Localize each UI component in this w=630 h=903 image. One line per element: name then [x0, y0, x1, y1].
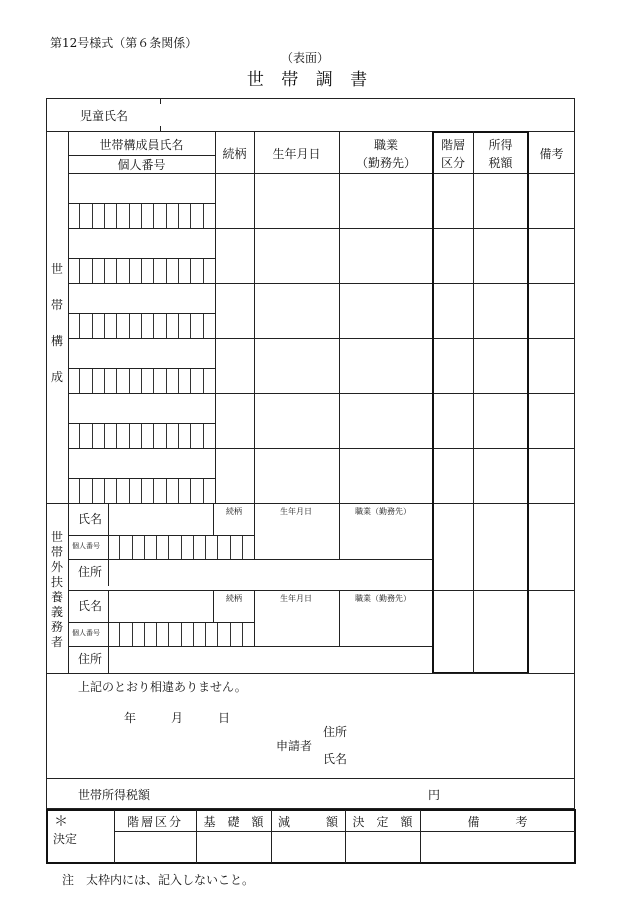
personal-number-digits[interactable] [68, 479, 215, 503]
external-name-label: 氏名 [78, 599, 103, 613]
external-name-field[interactable] [110, 593, 212, 619]
member-name-field[interactable] [70, 340, 213, 366]
decision-tier: 階層区分 [126, 815, 183, 829]
personal-number-digits[interactable] [68, 314, 215, 338]
external-number-label: 個人番号 [72, 542, 100, 550]
external-number-label: 個人番号 [72, 629, 100, 637]
member-name-field[interactable] [70, 230, 213, 256]
decision-reduction: 減 額 [277, 815, 338, 829]
col-notes: 備考 [539, 147, 564, 161]
yen-unit: 円 [428, 788, 441, 802]
office-use-frame [432, 131, 529, 674]
external-section-label: 世 帯 外 扶 養 義 務 者 [50, 530, 63, 649]
asterisk-mark: ＊ [54, 814, 68, 830]
external-job-label: 職業（勤務先） [355, 594, 411, 603]
col-tax-2: 税額 [488, 156, 513, 170]
external-address-label: 住所 [78, 652, 103, 666]
declaration-text: 上記のとおり相違ありません。 [78, 680, 247, 694]
page-title: 世 帯 調 書 [246, 70, 374, 90]
col-tier-2: 区分 [440, 156, 465, 170]
external-relation-label: 続柄 [226, 594, 242, 603]
external-relation-label: 続柄 [226, 507, 242, 516]
external-birth-label: 生年月日 [280, 594, 312, 603]
child-name-field[interactable] [160, 104, 570, 126]
applicant-name-label: 氏名 [323, 752, 348, 766]
decision-amount: 決 定 額 [352, 815, 413, 829]
external-number-digits[interactable] [108, 536, 254, 559]
household-section-label: 世 帯 構 成 [50, 262, 63, 384]
household-tax-label: 世帯所得税額 [78, 788, 151, 802]
external-name-label: 氏名 [78, 512, 103, 526]
date-month: 月 [171, 711, 184, 725]
page-side: （表面） [280, 51, 329, 65]
date-year: 年 [124, 711, 137, 725]
personal-number-digits[interactable] [68, 424, 215, 448]
child-name-label: 児童氏名 [80, 109, 129, 123]
applicant-address-label: 住所 [323, 725, 348, 739]
col-workplace: （勤務先） [355, 156, 416, 170]
personal-number-digits[interactable] [68, 204, 215, 228]
decision-notes: 備 考 [467, 815, 528, 829]
external-job-label: 職業（勤務先） [355, 507, 411, 516]
col-personal-number: 個人番号 [117, 158, 166, 172]
date-day: 日 [218, 711, 231, 725]
col-birthdate: 生年月日 [272, 147, 321, 161]
col-tax: 所得 [488, 138, 513, 152]
member-name-field[interactable] [70, 285, 213, 311]
personal-number-digits[interactable] [68, 369, 215, 393]
external-address-field[interactable] [110, 649, 430, 671]
external-number-digits[interactable] [108, 623, 254, 646]
form-id: 第12号様式（第６条関係） [50, 36, 198, 50]
external-address-label: 住所 [78, 565, 103, 579]
col-member-name: 世帯構成員氏名 [99, 138, 184, 152]
external-birth-label: 生年月日 [280, 507, 312, 516]
col-tier: 階層 [440, 138, 465, 152]
footnote: 注 太枠内には、記入しないこと。 [62, 873, 255, 887]
personal-number-digits[interactable] [68, 259, 215, 283]
member-name-field[interactable] [70, 395, 213, 421]
col-relation: 続柄 [222, 147, 247, 161]
decision-label: 決定 [53, 832, 78, 846]
member-name-field[interactable] [70, 450, 213, 476]
external-name-field[interactable] [110, 506, 212, 532]
applicant-label: 申請者 [276, 739, 313, 753]
external-address-field[interactable] [110, 562, 430, 584]
col-occupation: 職業 [373, 138, 398, 152]
decision-base: 基 礎 額 [203, 815, 264, 829]
member-name-field[interactable] [70, 175, 213, 201]
